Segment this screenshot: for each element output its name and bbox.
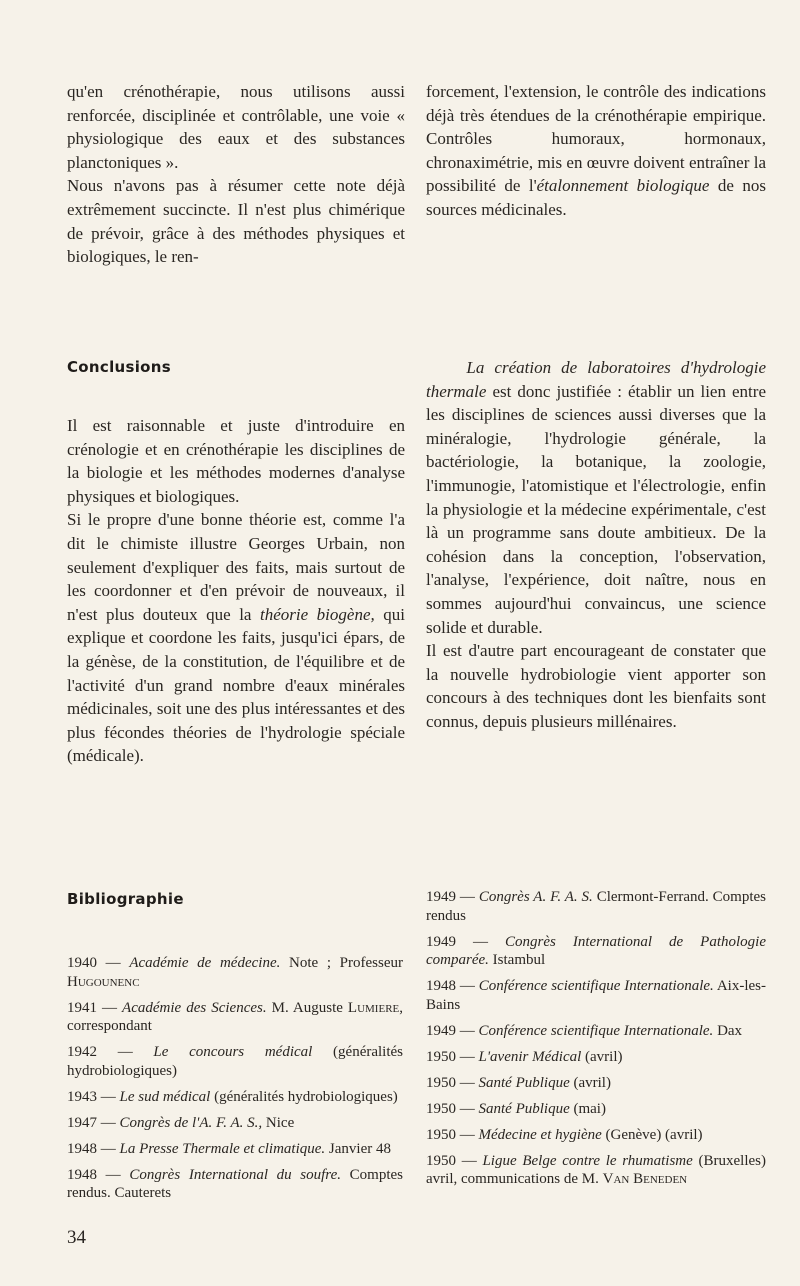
entry-dash: — (97, 955, 130, 971)
entry-dash: — (97, 1088, 120, 1105)
entry-details: correspondant (67, 1018, 152, 1034)
entry-dash: — (97, 1044, 154, 1060)
bibliography-entry (67, 954, 403, 991)
entry-title: Conférence scientifique Internationale. (478, 1022, 714, 1039)
page-number: 34 (67, 1227, 86, 1248)
entry-year: 1949 (426, 1022, 456, 1039)
entry-title: Santé Publique (478, 1100, 570, 1117)
entry-author: Lumiere, (347, 999, 403, 1016)
bibliography-entry (426, 1048, 766, 1067)
entry-details: Note ; Professeur (280, 955, 403, 971)
bibliography-entry (426, 1100, 766, 1119)
conclusions-heading: Conclusions (67, 358, 171, 376)
bibliography-entry (426, 1126, 766, 1145)
right-column-intro (426, 80, 766, 222)
bibliography-entry (426, 933, 766, 970)
entry-dash: — (97, 1114, 120, 1131)
entry-details: (mai) (569, 1100, 606, 1117)
paragraph: Si le propre d'une bonne théorie est, comme l'a dit le chimiste illustre Georges Urbain, non seulement d'expliquer des faits, mais surtout de les coordonner et d'en prévoir de nouveaux, il n'est plus douteux que la théorie biogène, qui explique et coordone les faits, jusqu'ici épars, de la génèse, de la constitution, de l'équilibre et de l'activité d'un grand nombre d'eaux minérales médicinales, soit une des plus intéressantes et des plus fécondes théories de l'hydrologie spéciale (médicale). (67, 510, 405, 766)
entry-title: Santé Publique (478, 1074, 570, 1091)
entry-dash: — (456, 1100, 479, 1117)
bibliography-entry (67, 1114, 403, 1133)
entry-dash: — (456, 978, 479, 994)
entry-year: 1950 (426, 1152, 456, 1169)
entry-dash: — (97, 1140, 120, 1157)
entry-year: 1949 (426, 933, 456, 950)
entry-details: (Genève) (avril) (601, 1126, 703, 1143)
entry-title: Congrès International de Pathologie comparée. (426, 933, 767, 968)
entry-details: (généralités hydrobiologiques) (67, 1044, 403, 1079)
entry-author: Hugounenc (67, 973, 140, 990)
entry-title: Le sud médical (119, 1088, 211, 1105)
paragraph: Il est d'autre part encourageant de constater que la nouvelle hydrobiologie vient apporter son concours à des techniques dont les bienfaits sont connus, depuis plusieurs millénaires. (426, 641, 766, 731)
bibliographie-heading: Bibliographie (67, 890, 184, 908)
entry-dash: — (456, 1048, 479, 1065)
entry-dash: — (97, 1166, 130, 1183)
entry-details: (avril) (581, 1048, 623, 1065)
entry-title: L'avenir Médical (478, 1048, 582, 1065)
entry-details: Istambul (488, 952, 546, 968)
bibliography-entry (426, 1022, 766, 1041)
paragraph: Nous n'avons pas à résumer cette note déjà extrêmement succincte. Il n'est plus chimérique de prévoir, grâce à des méthodes physiques et biologiques, le ren- (67, 176, 405, 267)
entry-title: Congrès International du soufre. (129, 1166, 341, 1183)
entry-title: Académie de médecine. (129, 955, 281, 971)
entry-title: Congrès A. F. A. S. (478, 889, 593, 905)
entry-details: (généralités hydrobiologiques) (210, 1088, 398, 1105)
entry-details: Janvier 48 (325, 1140, 391, 1157)
entry-year: 1950 (426, 1048, 456, 1065)
paragraph: forcement, l'extension, le contrôle des indications déjà très étendues de la crénothérapie empirique. Contrôles humoraux, hormonaux, chronaximétrie, mis en œuvre doivent entraîner la possibilité de l'étalonnement biologique de nos sources médicinales. (426, 82, 766, 219)
entry-author: Van Beneden (602, 1171, 688, 1187)
bibliography-entry (67, 1166, 403, 1203)
bibliography-right (426, 888, 766, 1196)
entry-year: 1948 (67, 1140, 97, 1157)
left-column-intro (67, 80, 405, 269)
entry-year: 1948 (426, 978, 456, 994)
entry-title: Congrès de l'A. F. A. S., (119, 1114, 263, 1131)
bibliography-entry (67, 999, 403, 1036)
paragraph: Il est raisonnable et juste d'introduire en crénologie et en crénothérapie les disciplines de la biologie et les méthodes modernes d'analyse physiques et biologiques. (67, 416, 405, 506)
entry-title: Ligue Belge contre le rhumatisme (482, 1152, 693, 1169)
entry-title: Le concours médical (153, 1044, 313, 1060)
entry-title: La Presse Thermale et climatique. (119, 1140, 326, 1157)
entry-dash: — (456, 933, 506, 950)
bibliography-entry (67, 1088, 403, 1107)
entry-details: M. Auguste (266, 999, 348, 1016)
entry-year: 1949 (426, 889, 456, 905)
bibliography-entry (426, 1152, 766, 1189)
entry-dash: — (456, 1152, 483, 1169)
entry-dash: — (456, 889, 479, 905)
entry-title: Académie des Sciences. (122, 999, 267, 1016)
bibliography-entry (67, 1140, 403, 1159)
entry-year: 1943 (67, 1088, 97, 1105)
entry-details: (avril) (569, 1074, 611, 1091)
bibliography-entry (426, 888, 766, 925)
bibliography-left (67, 954, 403, 1210)
entry-title: Conférence scientifique Internationale. (478, 978, 714, 994)
bibliography-entry (426, 1074, 766, 1093)
entry-details: Aix-les-Bains (426, 978, 766, 1013)
entry-year: 1950 (426, 1074, 456, 1091)
bibliography-entry (426, 977, 766, 1014)
entry-details: Comptes rendus. Cauterets (67, 1166, 403, 1201)
entry-year: 1942 (67, 1044, 97, 1060)
paragraph: qu'en crénothérapie, nous utilisons aussi renforcée, disciplinée et contrôlable, une voie « physiologique des eaux et des substances planctoniques ». (67, 82, 405, 172)
entry-dash: — (456, 1074, 479, 1091)
entry-details: Nice (262, 1114, 295, 1131)
entry-details: Clermont-Ferrand. Comptes rendus (426, 889, 766, 924)
entry-dash: — (456, 1126, 479, 1143)
entry-year: 1948 (67, 1166, 97, 1183)
left-column-conclusions (67, 414, 405, 768)
right-column-conclusions (426, 356, 766, 734)
entry-details: (Bruxelles) avril, communications de M. (426, 1152, 767, 1187)
entry-dash: — (456, 1022, 479, 1039)
entry-title: Médecine et hygiène (478, 1126, 602, 1143)
entry-details: Dax (713, 1022, 743, 1039)
entry-year: 1947 (67, 1114, 97, 1131)
bibliography-entry (67, 1043, 403, 1080)
entry-year: 1941 (67, 999, 97, 1016)
entry-year: 1940 (67, 955, 97, 971)
entry-year: 1950 (426, 1100, 456, 1117)
entry-year: 1950 (426, 1126, 456, 1143)
paragraph: La création de laboratoires d'hydrologie thermale est donc justifiée : établir un lien entre les disciplines de sciences aussi diverses que la minéralogie, l'hydrologie générale, la bactériologie, la botanique, la zoologie, l'immunogie, l'atomistique et l'électrologie, enfin la physiologie et la médecine expérimentale, c'est là un programme sans doute ambitieux. De la cohésion dans la conception, l'observation, l'analyse, l'expérience, doit naître, nous en sommes aujourd'hui convaincus, une science solide et durable. (426, 358, 766, 637)
entry-dash: — (97, 999, 123, 1016)
